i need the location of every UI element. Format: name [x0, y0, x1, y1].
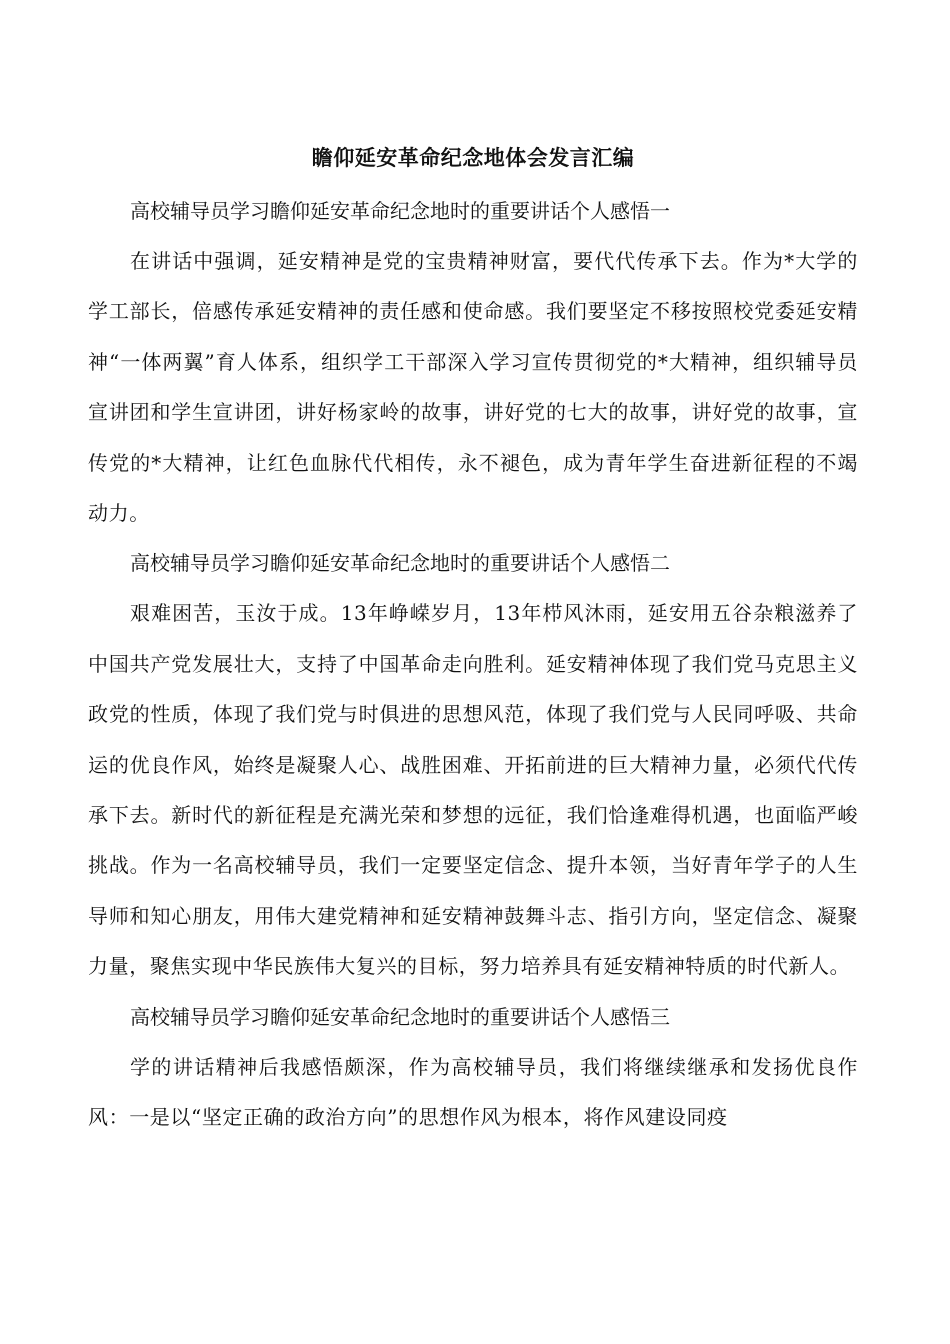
document-title: 瞻仰延安革命纪念地体会发言汇编	[311, 145, 635, 170]
document-page	[88, 138, 858, 1143]
section-body: 艰难困苦，玉汝于成。13年峥嵘岁月，13年栉风沐雨，延安用五谷杂粮滋养了中国共产党发展壮大，支持了中国革命走向胜利。延安精神体现了我们党马克思主义政党的性质，体现了我们党与时俱进的思想风范，体现了我们党与人民同呼吸、共命运的优良作风，始终是凝聚人心、战胜困难、开拓前进的巨大精神力量，必须代代传承下去。新时代的新征程是充满光荣和梦想的远征，我们恰逢难得机遇，也面临严峻挑战。作为一名高校辅导员，我们一定要坚定信念、提升本领，当好青年学子的人生导师和知心朋友，用伟大建党精神和延安精神鼓舞斗志、指引方向，坚定信念、凝聚力量，聚焦实现中华民族伟大复兴的目标，努力培养具有延安精神特质的时代新人。	[88, 601, 858, 979]
section-body: 在讲话中强调，延安精神是党的宝贵精神财富，要代代传承下去。作为*大学的学工部长，倍感传承延安精神的责任感和使命感。我们要坚定不移按照校党委延安精神“一体两翼”育人体系，组织学工干部深入学习宣传贯彻党的*大精神，组织辅导员宣讲团和学生宣讲团，讲好杨家岭的故事，讲好党的七大的故事，讲好党的故事，宣传党的*大精神，让红色血脉代代相传，永不褪色，成为青年学生奋进新征程的不竭动力。	[88, 249, 858, 526]
section-3	[88, 992, 858, 1143]
section-1	[88, 186, 858, 538]
section-body: 学的讲话精神后我感悟颇深，作为高校辅导员，我们将继续继承和发扬优良作风：一是以“坚定正确的政治方向”的思想作风为根本，将作风建设同疫	[88, 1054, 858, 1130]
section-heading: 高校辅导员学习瞻仰延安革命纪念地时的重要讲话个人感悟一	[130, 199, 670, 223]
section-2	[88, 538, 858, 991]
section-heading: 高校辅导员学习瞻仰延安革命纪念地时的重要讲话个人感悟二	[130, 551, 670, 576]
section-heading: 高校辅导员学习瞻仰延安革命纪念地时的重要讲话个人感悟三	[130, 1004, 670, 1029]
